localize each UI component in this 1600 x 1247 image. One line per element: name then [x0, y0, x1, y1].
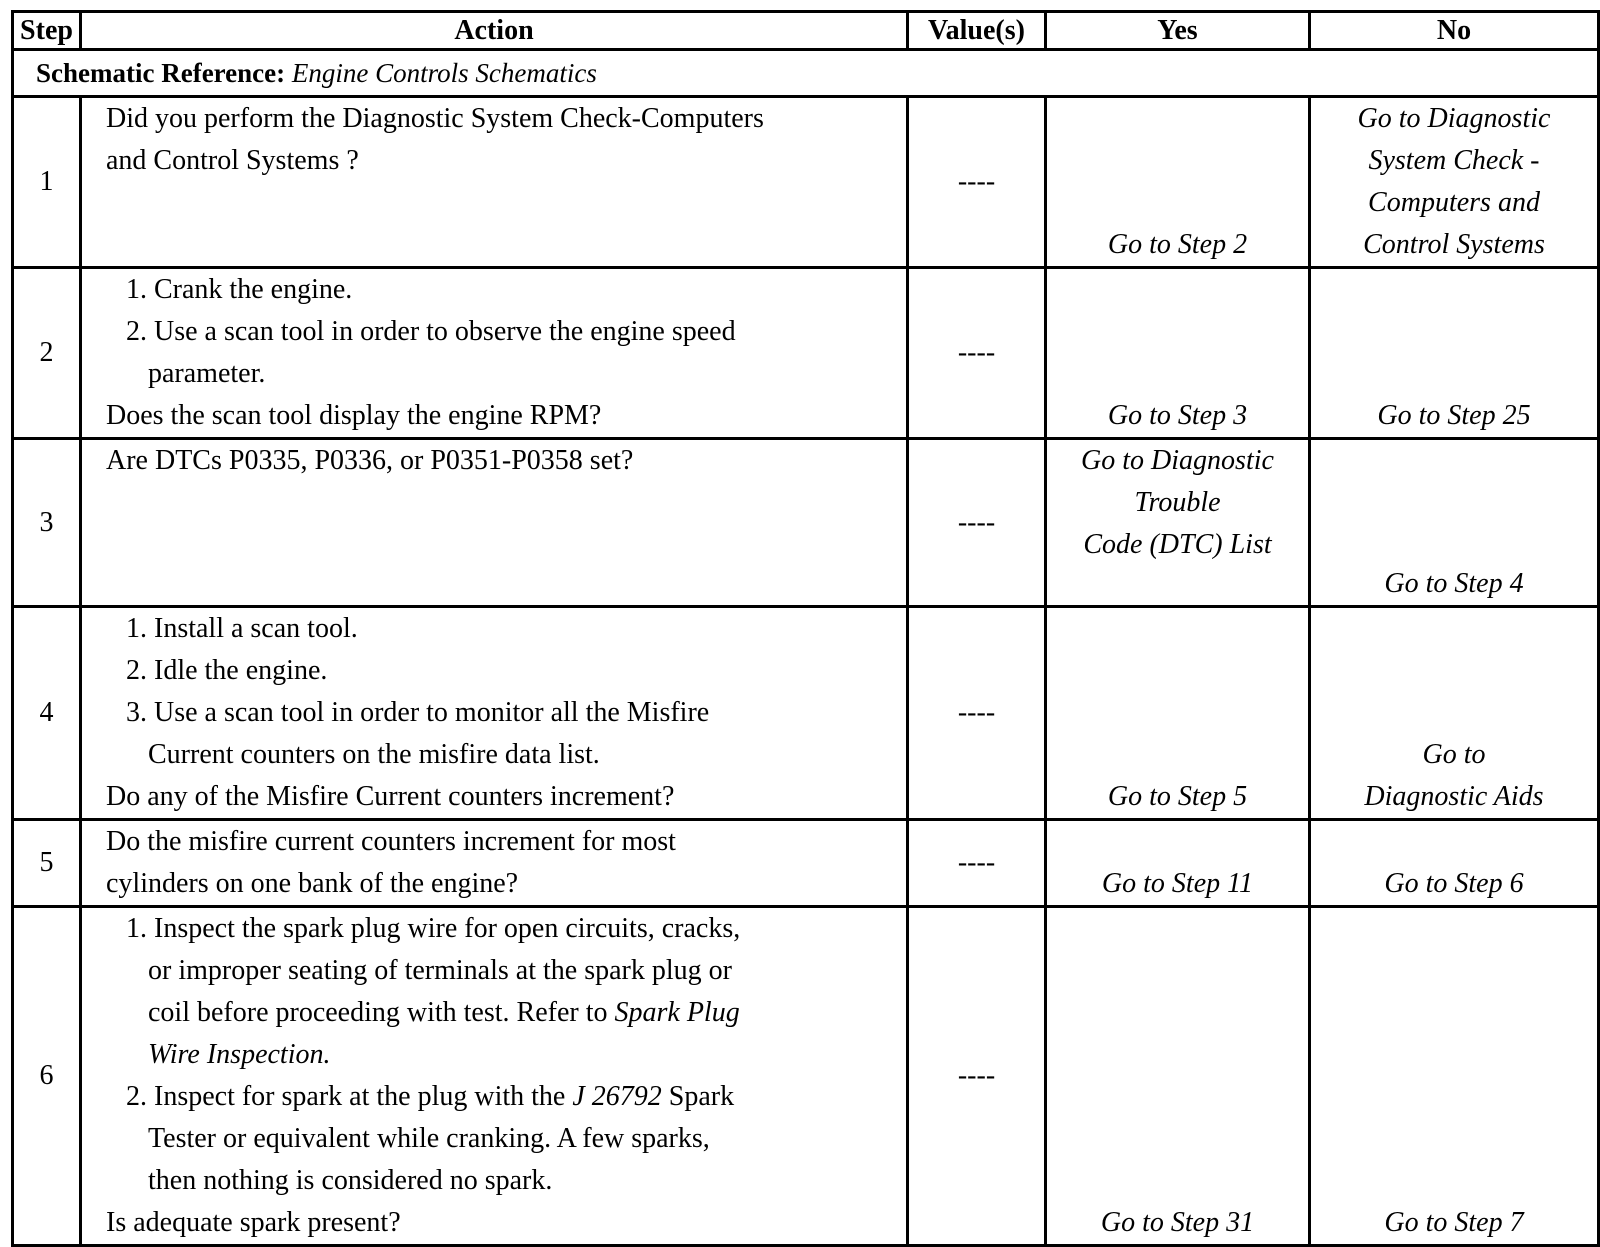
action-cell	[81, 268, 908, 439]
action-list-item: 2. Use a scan tool in order to observe the engine speed	[126, 316, 736, 347]
yes-goto-link[interactable]: Go to Step 5	[1107, 781, 1248, 812]
tool-reference: J 26792	[572, 1081, 662, 1112]
link-line: Go to Diagnostic	[1081, 445, 1274, 476]
value-cell: ----	[908, 907, 1046, 1246]
yes-cell	[1046, 820, 1310, 907]
table-row	[13, 907, 1599, 1246]
value-cell: ----	[908, 820, 1046, 907]
action-cell	[81, 97, 908, 268]
step-number: 3	[13, 439, 81, 607]
diagnostic-table-container	[11, 10, 1597, 1247]
yes-goto-link[interactable]: Go to Step 2	[1107, 229, 1248, 260]
no-cell	[1310, 439, 1599, 607]
action-text: 2. Inspect for spark at the plug with the	[126, 1081, 566, 1112]
link-line: Diagnostic Aids	[1364, 781, 1544, 812]
action-list-item-cont: Current counters on the misfire data list.	[148, 739, 600, 770]
action-cell	[81, 820, 908, 907]
schematic-reference	[13, 50, 1599, 97]
reference-label: Schematic Reference:	[36, 58, 286, 88]
no-cell	[1310, 907, 1599, 1246]
no-cell	[1310, 607, 1599, 820]
action-list-item-cont: Tester or equivalent while cranking. A few sparks,	[148, 1123, 710, 1154]
yes-cell	[1046, 607, 1310, 820]
action-question: Are DTCs P0335, P0336, or P0351-P0358 set?	[106, 445, 634, 476]
step-number: 1	[13, 97, 81, 268]
link-line: Go to Diagnostic	[1357, 103, 1551, 134]
step-number: 2	[13, 268, 81, 439]
action-cell	[81, 439, 908, 607]
header-no: No	[1310, 12, 1599, 50]
action-text: and Control Systems ?	[106, 145, 359, 176]
yes-cell	[1046, 268, 1310, 439]
no-cell	[1310, 820, 1599, 907]
step-number: 5	[13, 820, 81, 907]
action-list-item-cont: then nothing is considered no spark.	[148, 1165, 553, 1196]
spark-plug-wire-inspection-link[interactable]: Spark Plug	[614, 997, 740, 1028]
action-list-item: 1. Crank the engine.	[126, 274, 353, 305]
no-goto-link[interactable]	[1311, 98, 1597, 266]
action-text: Do the misfire current counters increment for most	[106, 826, 676, 857]
action-list-item-cont	[106, 992, 896, 1034]
link-line: Go to	[1422, 739, 1486, 770]
no-cell	[1310, 268, 1599, 439]
yes-cell	[1046, 907, 1310, 1246]
yes-cell	[1046, 97, 1310, 268]
action-text: Spark	[661, 1081, 735, 1112]
no-goto-link[interactable]: Go to Step 7	[1384, 1207, 1524, 1238]
action-list-item: 3. Use a scan tool in order to monitor all the Misfire	[126, 697, 710, 728]
action-question: Do any of the Misfire Current counters increment?	[106, 781, 675, 812]
action-list-item: 1. Install a scan tool.	[126, 613, 358, 644]
link-line: System Check -	[1368, 145, 1540, 176]
action-list-item	[106, 1076, 896, 1118]
value-cell: ----	[908, 439, 1046, 607]
action-text: coil before proceeding with test. Refer to	[148, 997, 608, 1028]
action-list-item: 2. Idle the engine.	[126, 655, 328, 686]
action-list-item-cont: or improper seating of terminals at the spark plug or	[148, 955, 732, 986]
table-row	[13, 268, 1599, 439]
value-cell: ----	[908, 97, 1046, 268]
yes-cell	[1046, 439, 1310, 607]
no-goto-link[interactable]: Go to Step 6	[1384, 868, 1524, 899]
step-number: 4	[13, 607, 81, 820]
no-goto-link[interactable]: Go to Step 4	[1384, 568, 1524, 599]
header-step: Step	[13, 12, 81, 50]
link-line: Trouble	[1134, 487, 1221, 518]
schematic-reference-row	[13, 50, 1599, 97]
value-cell: ----	[908, 607, 1046, 820]
table-row	[13, 607, 1599, 820]
no-goto-link[interactable]	[1311, 734, 1597, 818]
action-text: cylinders on one bank of the engine?	[106, 868, 519, 899]
yes-goto-link[interactable]: Go to Step 11	[1101, 868, 1254, 899]
value-cell: ----	[908, 268, 1046, 439]
no-goto-link[interactable]: Go to Step 25	[1377, 400, 1531, 431]
action-text: Did you perform the Diagnostic System Check-Computers	[106, 103, 764, 134]
spark-plug-wire-inspection-link[interactable]: Wire Inspection.	[148, 1039, 331, 1070]
header-yes: Yes	[1046, 12, 1310, 50]
link-line: Computers and	[1368, 187, 1540, 218]
diagnostic-table	[11, 10, 1600, 1247]
action-cell	[81, 607, 908, 820]
header-values: Value(s)	[908, 12, 1046, 50]
action-list-item-cont: parameter.	[148, 358, 266, 389]
table-row	[13, 97, 1599, 268]
link-line: Control Systems	[1363, 229, 1545, 260]
link-line: Code (DTC) List	[1083, 529, 1272, 560]
reference-link[interactable]: Engine Controls Schematics	[291, 58, 597, 88]
table-row	[13, 820, 1599, 907]
no-cell	[1310, 97, 1599, 268]
yes-goto-link[interactable]: Go to Step 31	[1100, 1207, 1255, 1238]
yes-goto-link[interactable]	[1047, 440, 1308, 566]
action-cell	[81, 907, 908, 1246]
action-question: Is adequate spark present?	[106, 1207, 401, 1238]
yes-goto-link[interactable]: Go to Step 3	[1107, 400, 1248, 431]
header-row	[13, 12, 1599, 50]
step-number: 6	[13, 907, 81, 1246]
action-list-item: 1. Inspect the spark plug wire for open circuits, cracks,	[126, 913, 741, 944]
action-question: Does the scan tool display the engine RPM?	[106, 400, 602, 431]
header-action: Action	[81, 12, 908, 50]
table-row	[13, 439, 1599, 607]
